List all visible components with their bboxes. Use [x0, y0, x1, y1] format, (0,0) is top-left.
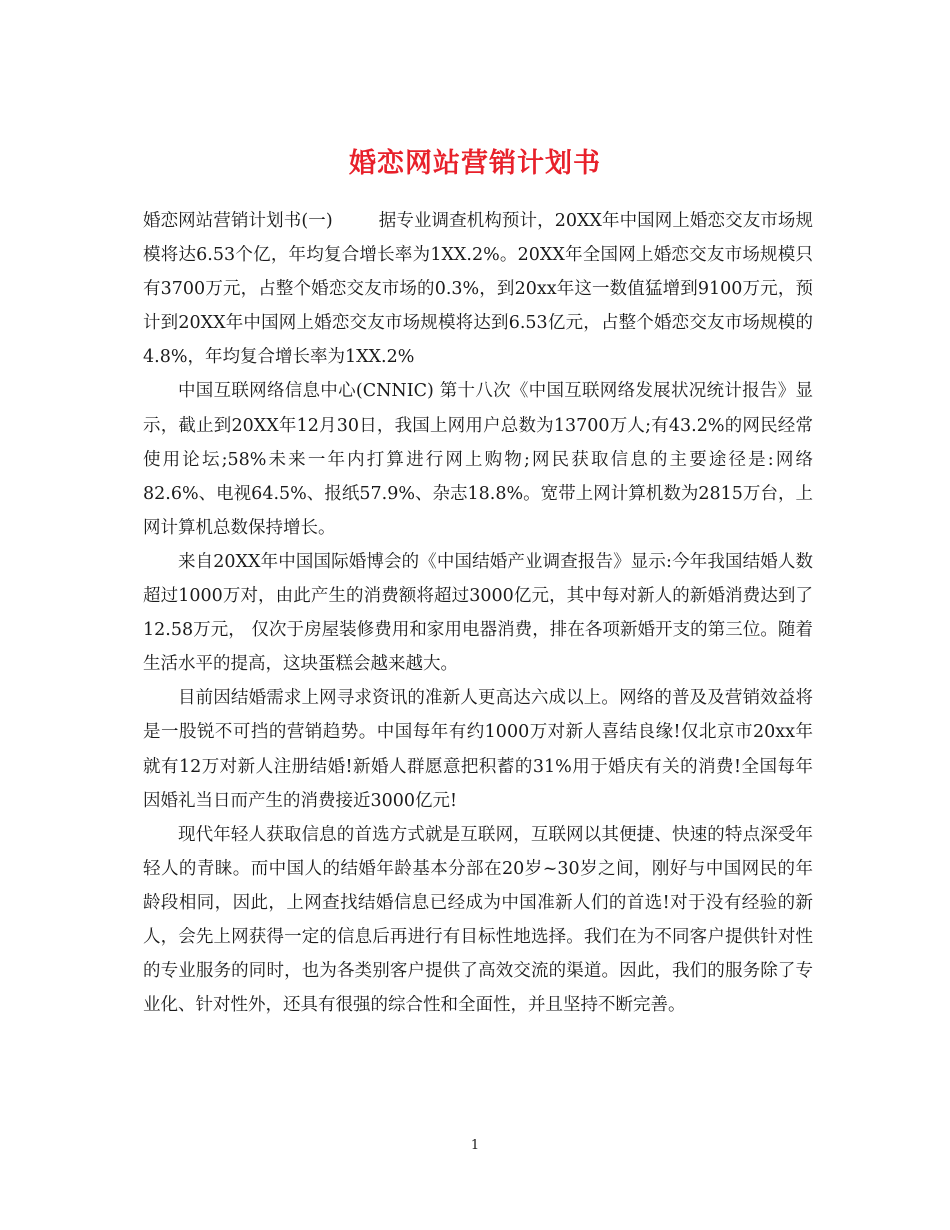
paragraph-2: 中国互联网络信息中心(CNNIC) 第十八次《中国互联网络发展状况统计报告》显示，截止到20XX年12月30日，我国上网用户总数为13700万人;有43.2%的网民经常使用论坛;58%未来一年内打算进行网上购物;网民获取信息的主要途径是:网络82.6%、电视64.5%、报纸57.9%、杂志18.8%。宽带上网计算机数为2815万台，上网计算机总数保持增长。	[143, 381, 813, 538]
paragraph-3: 来自20XX年中国国际婚博会的《中国结婚产业调查报告》显示:今年我国结婚人数超过1000万对，由此产生的消费额将超过3000亿元，其中每对新人的新婚消费达到了12.58万元， 仅次于房屋装修费用和家用电器消费，排在各项新婚开支的第三位。随着生活水平的提高，这块蛋糕会越来越大。	[143, 551, 813, 675]
paragraph-1-text: 据专业调查机构预计，20XX年中国网上婚恋交友市场规模将达6.53个亿，年均复合增长率为1XX.2%。20XX年全国网上婚恋交友市场规模只有3700万元，占整个婚恋交友市场的0.3%，到20xx年这一数值猛增到9100万元，预计到20XX年中国网上婚恋交友市场规模将达到6.53亿元，占整个婚恋交友市场规模的4.8%，年均复合增长率为1XX.2%	[143, 211, 814, 368]
page-number: 1	[470, 1138, 480, 1153]
paragraph-1	[143, 204, 813, 374]
section-lead-title: 婚恋网站营销计划书(一)	[143, 211, 333, 231]
document-title: 婚恋网站营销计划书	[349, 148, 601, 180]
document-body	[143, 204, 813, 1022]
paragraph-4: 目前因结婚需求上网寻求资讯的准新人更高达六成以上。网络的普及及营销效益将是一股锐不可挡的营销趋势。中国每年有约1000万对新人喜结良缘!仅北京市20xx年就有12万对新人注册结婚!新婚人群愿意把积蓄的31%用于婚庆有关的消费!全国每年因婚礼当日而产生的消费接近3000亿元!	[143, 688, 813, 811]
paragraph-5: 现代年轻人获取信息的首选方式就是互联网，互联网以其便捷、快速的特点深受年轻人的青睐。而中国人的结婚年龄基本分部在20岁~30岁之间，刚好与中国网民的年龄段相同，因此，上网查找结婚信息已经成为中国准新人们的首选!对于没有经验的新人，会先上网获得一定的信息后再进行有目标性地选择。我们在为不同客户提供针对性的专业服务的同时，也为各类别客户提供了高效交流的渠道。因此，我们的服务除了专业化、针对性外，还具有很强的综合性和全面性，并且坚持不断完善。	[143, 824, 813, 1016]
